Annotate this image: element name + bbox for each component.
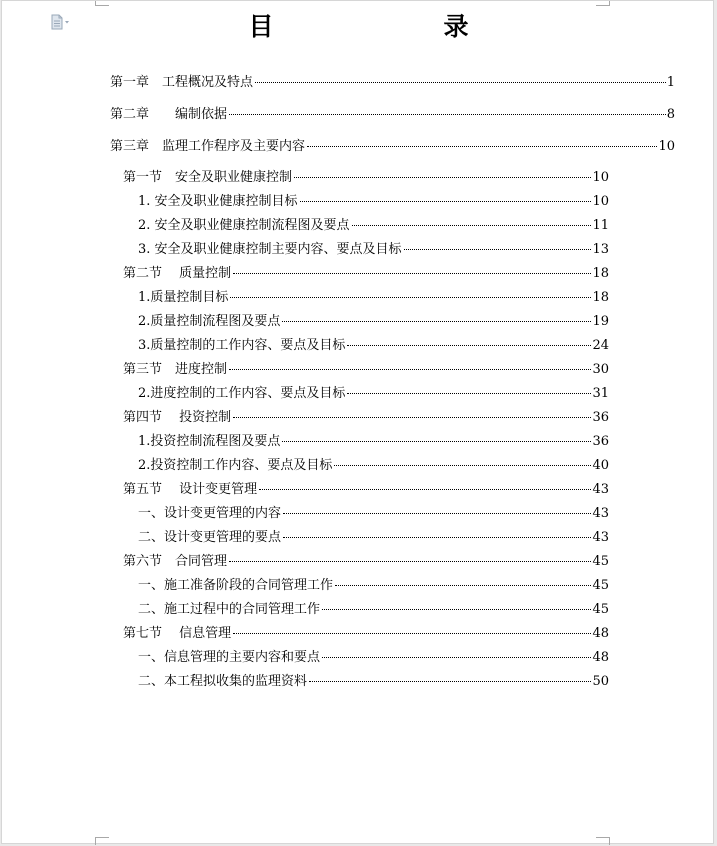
toc-title: 目 录 <box>248 12 509 41</box>
toc-entry[interactable] <box>138 386 609 402</box>
toc-leader-dots <box>335 585 591 586</box>
toc-entry[interactable] <box>123 266 609 282</box>
toc-entry-label: 1.投资控制流程图及要点 <box>138 434 281 449</box>
toc-leader-dots <box>309 681 591 682</box>
crop-mark-bottom-left <box>95 837 96 845</box>
toc-leader-dots <box>259 489 591 490</box>
toc-entry[interactable] <box>138 290 609 306</box>
toc-page-number: 45 <box>592 602 609 617</box>
toc-page-number: 13 <box>592 242 609 257</box>
toc-leader-dots <box>347 345 591 346</box>
toc-leader-dots <box>229 561 591 562</box>
toc-page-number: 11 <box>592 218 609 233</box>
toc-entry[interactable] <box>123 626 609 642</box>
toc-entry-label: 第五节 设计变更管理 <box>123 482 258 497</box>
toc-entry[interactable] <box>138 242 609 258</box>
toc-leader-dots <box>233 633 591 634</box>
toc-leader-dots <box>255 82 666 83</box>
toc-leader-dots <box>229 114 666 115</box>
crop-mark-bottom-right-h <box>596 837 610 838</box>
toc-page-number: 30 <box>592 362 609 377</box>
toc-entry-label: 第二章 编制依据 <box>110 107 228 122</box>
toc-page-number: 31 <box>592 386 609 401</box>
toc-entry-label: 二、施工过程中的合同管理工作 <box>138 602 321 617</box>
toc-page-number: 43 <box>592 530 609 545</box>
crop-mark-bottom-left-h <box>95 837 109 838</box>
crop-mark-top-left-h <box>95 5 109 6</box>
toc-entry[interactable] <box>138 602 609 618</box>
toc-entry[interactable] <box>138 530 609 546</box>
toc-leader-dots <box>282 441 591 442</box>
toc-entry[interactable] <box>138 218 609 234</box>
toc-leader-dots <box>230 297 591 298</box>
toc-entry-label: 第七节 信息管理 <box>123 626 232 641</box>
toc-page-number: 1 <box>666 75 675 90</box>
toc-leader-dots <box>229 369 591 370</box>
toc-entry-label: 2.质量控制流程图及要点 <box>138 314 281 329</box>
toc-leader-dots <box>300 201 592 202</box>
toc-page-number: 10 <box>658 139 675 154</box>
toc-entry-label: 一、信息管理的主要内容和要点 <box>138 650 321 665</box>
toc-page-number: 10 <box>592 170 609 185</box>
toc-entry-label: 二、本工程拟收集的监理资料 <box>138 674 308 689</box>
toc-entry-label: 2.投资控制工作内容、要点及目标 <box>138 458 333 473</box>
toc-entry-label: 第三章 监理工作程序及主要内容 <box>110 139 306 154</box>
toc-entry[interactable] <box>138 578 609 594</box>
toc-leader-dots <box>294 177 591 178</box>
toc-entry[interactable] <box>123 170 609 186</box>
toc-entry[interactable] <box>123 482 609 498</box>
toc-leader-dots <box>404 249 592 250</box>
toc-entry[interactable] <box>110 75 675 91</box>
toc-entry[interactable] <box>138 650 609 666</box>
toc-entry[interactable] <box>123 410 609 426</box>
toc-entry-label: 1.质量控制目标 <box>138 290 229 305</box>
toc-entry-label: 二、设计变更管理的要点 <box>138 530 282 545</box>
crop-mark-bottom-right <box>609 837 610 845</box>
toc-leader-dots <box>347 393 591 394</box>
toc-entry[interactable] <box>138 458 609 474</box>
toc-entry[interactable] <box>110 139 675 155</box>
toc-leader-dots <box>233 417 591 418</box>
toc-entry-label: 2. 安全及职业健康控制流程图及要点 <box>138 218 350 233</box>
toc-entry[interactable] <box>138 194 609 210</box>
toc-entry[interactable] <box>138 314 609 330</box>
toc-leader-dots <box>283 537 591 538</box>
toc-leader-dots <box>322 657 591 658</box>
toc-page-number: 18 <box>592 290 609 305</box>
toc-page-number: 48 <box>592 650 609 665</box>
toc-leader-dots <box>233 273 591 274</box>
toc-page-number: 36 <box>592 434 609 449</box>
toc-entry[interactable] <box>123 554 609 570</box>
toc-page-number: 10 <box>592 194 609 209</box>
toc-entry[interactable] <box>138 434 609 450</box>
toc-entry-label: 第四节 投资控制 <box>123 410 232 425</box>
toc-page-number: 43 <box>592 482 609 497</box>
toc-leader-dots <box>334 465 591 466</box>
toc-entry[interactable] <box>123 362 609 378</box>
toc-entry[interactable] <box>138 506 609 522</box>
toc-leader-dots <box>352 225 592 226</box>
toc-entry[interactable] <box>110 107 675 123</box>
toc-leader-dots <box>322 609 591 610</box>
toc-page-number: 19 <box>592 314 609 329</box>
toc-entry-label: 第一章 工程概况及特点 <box>110 75 254 90</box>
toc-leader-dots <box>283 513 591 514</box>
toc-entry-label: 1. 安全及职业健康控制目标 <box>138 194 298 209</box>
toc-entry-label: 2.进度控制的工作内容、要点及目标 <box>138 386 346 401</box>
toc-page-number: 50 <box>592 674 609 689</box>
toc-entry-label: 第三节 进度控制 <box>123 362 228 377</box>
toc-page-number: 36 <box>592 410 609 425</box>
toc-entry-label: 一、施工准备阶段的合同管理工作 <box>138 578 334 593</box>
toc-entry-label: 一、设计变更管理的内容 <box>138 506 282 521</box>
toc-page-number: 45 <box>592 554 609 569</box>
toc-page-number: 45 <box>592 578 609 593</box>
crop-mark-top-right-h <box>596 5 610 6</box>
toc-leader-dots <box>307 146 657 147</box>
toc-page-number: 24 <box>592 338 609 353</box>
toc-page-number: 18 <box>592 266 609 281</box>
toc-entry-label: 第一节 安全及职业健康控制 <box>123 170 293 185</box>
toc-entry-label: 第二节 质量控制 <box>123 266 232 281</box>
toc-page-number: 8 <box>666 107 675 122</box>
toc-entry-label: 第六节 合同管理 <box>123 554 228 569</box>
toc-entry-label: 3.质量控制的工作内容、要点及目标 <box>138 338 346 353</box>
toc-entry[interactable] <box>138 338 609 354</box>
toc-page-number: 40 <box>592 458 609 473</box>
toc-entry-label: 3. 安全及职业健康控制主要内容、要点及目标 <box>138 242 402 257</box>
toc-page-number: 48 <box>592 626 609 641</box>
toc-entry[interactable] <box>138 674 609 690</box>
toc-leader-dots <box>282 321 591 322</box>
toc-page-number: 43 <box>592 506 609 521</box>
document-page <box>1 0 714 844</box>
